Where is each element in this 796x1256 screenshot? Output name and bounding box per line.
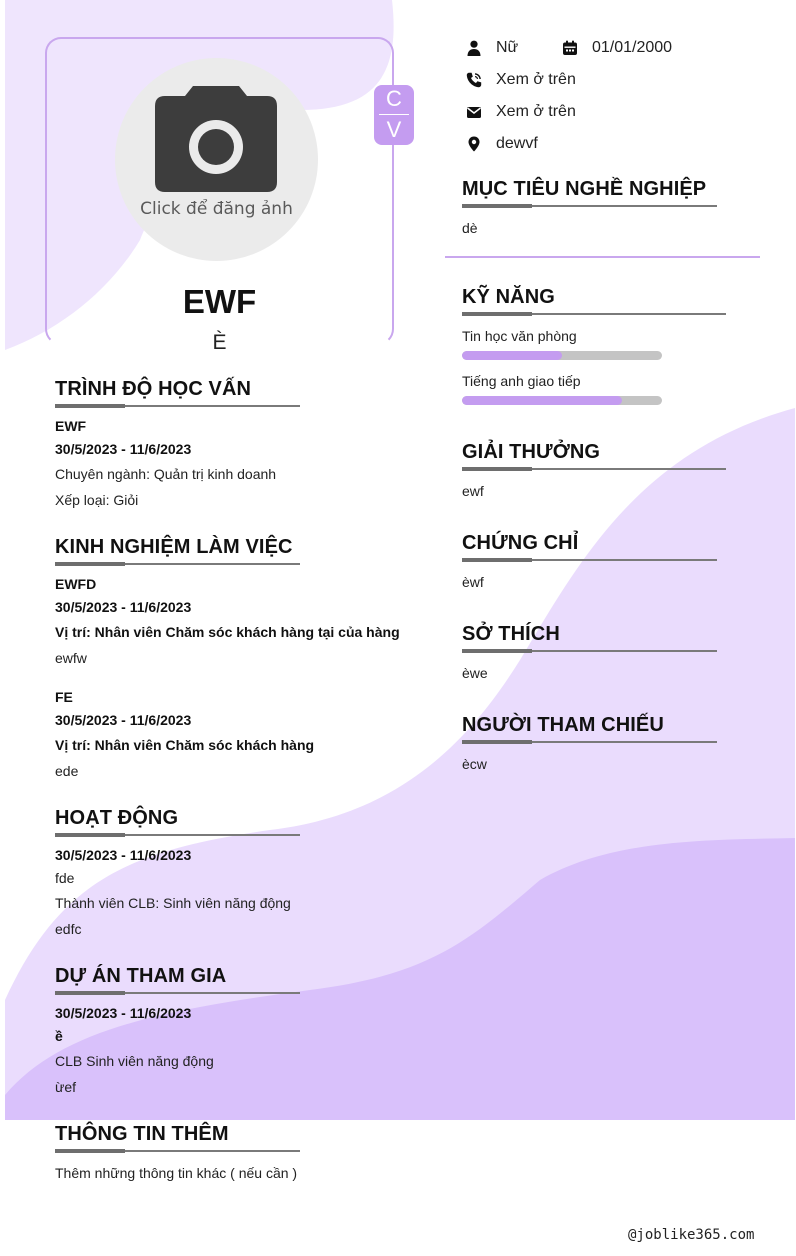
camera-icon: [155, 86, 277, 192]
section-rule: [55, 563, 300, 565]
section-objective: [462, 178, 717, 207]
experience-period[interactable]: 30/5/2023 - 11/6/2023: [55, 712, 192, 728]
job-title[interactable]: È: [212, 331, 227, 354]
project-description[interactable]: ừef: [55, 1079, 77, 1095]
section-projects: [55, 965, 300, 994]
email-value: Xem ở trên: [496, 103, 576, 120]
section-certificates: [462, 532, 717, 561]
section-title: CHỨNG CHỈ: [462, 532, 579, 554]
section-awards: [462, 441, 726, 470]
person-icon: [466, 40, 482, 56]
phone-row[interactable]: [466, 68, 576, 92]
project-organization[interactable]: CLB Sinh viên năng động: [55, 1053, 214, 1069]
address-row[interactable]: [466, 132, 538, 156]
section-activities: [55, 807, 300, 836]
section-title: GIẢI THƯỞNG: [462, 441, 601, 463]
activity-role[interactable]: Thành viên CLB: Sinh viên năng động: [55, 895, 291, 911]
section-hobbies: [462, 623, 717, 652]
gender-row[interactable]: [466, 36, 518, 60]
section-rule: [55, 405, 300, 407]
email-row[interactable]: [466, 100, 576, 124]
cv-badge-divider: [379, 114, 409, 115]
experience-period[interactable]: 30/5/2023 - 11/6/2023: [55, 599, 192, 615]
avatar-label: Click để đăng ảnh: [140, 199, 293, 219]
section-education: [55, 378, 300, 407]
education-grade[interactable]: Xếp loại: Giỏi: [55, 492, 139, 508]
section-references: [462, 714, 717, 743]
section-title: KINH NGHIỆM LÀM VIỆC: [55, 536, 293, 558]
section-extra-info: [55, 1123, 300, 1152]
activity-name[interactable]: fde: [55, 870, 75, 886]
section-title: KỸ NĂNG: [462, 286, 555, 308]
avatar-upload[interactable]: [115, 58, 318, 261]
section-rule: [55, 992, 300, 994]
activity-description[interactable]: edfc: [55, 921, 82, 937]
hobbies-text[interactable]: èwe: [462, 665, 488, 681]
section-title: SỞ THÍCH: [462, 623, 560, 645]
section-rule: [462, 313, 726, 315]
birthday-row[interactable]: [562, 36, 672, 60]
experience-position[interactable]: Vị trí: Nhân viên Chăm sóc khách hàng tại của hàng: [55, 624, 400, 640]
section-title: NGƯỜI THAM CHIẾU: [462, 714, 664, 736]
section-rule: [462, 205, 717, 207]
skill-bar-fill: [462, 396, 622, 405]
school-name[interactable]: EWF: [55, 418, 87, 434]
extra-info-text[interactable]: Thêm những thông tin khác ( nếu cần ): [55, 1165, 298, 1181]
section-title: DỰ ÁN THAM GIA: [55, 965, 227, 987]
project-period[interactable]: 30/5/2023 - 11/6/2023: [55, 1005, 192, 1021]
phone-value: Xem ở trên: [496, 71, 576, 88]
calendar-icon: [562, 40, 578, 56]
company-name[interactable]: EWFD: [55, 576, 97, 592]
cv-badge-top: C: [386, 86, 402, 111]
objective-text[interactable]: dè: [462, 220, 478, 236]
watermark: @joblike365.com: [628, 1227, 755, 1243]
skill-bar: [462, 351, 662, 360]
gender-value: Nữ: [496, 39, 519, 56]
cv-badge: [374, 85, 414, 145]
skill-name[interactable]: Tiếng anh giao tiếp: [462, 373, 581, 389]
section-rule: [462, 650, 717, 652]
section-title: MỤC TIÊU NGHỀ NGHIỆP: [462, 178, 707, 200]
references-text[interactable]: ècw: [462, 756, 487, 772]
education-major[interactable]: Chuyên ngành: Quản trị kinh doanh: [55, 466, 277, 482]
candidate-name[interactable]: EWF: [182, 283, 257, 320]
phone-icon: [466, 72, 482, 88]
cv-badge-bottom: V: [386, 117, 402, 142]
awards-text[interactable]: ewf: [462, 483, 484, 499]
section-rule: [462, 559, 717, 561]
address-value: dewvf: [496, 135, 538, 152]
section-rule: [55, 1150, 300, 1152]
section-experience: [55, 536, 300, 565]
skill-bar-fill: [462, 351, 562, 360]
section-rule: [55, 834, 300, 836]
certificates-text[interactable]: èwf: [462, 574, 484, 590]
location-pin-icon: [466, 136, 482, 152]
section-skills: [462, 286, 726, 315]
section-rule: [462, 741, 717, 743]
activity-period[interactable]: 30/5/2023 - 11/6/2023: [55, 847, 192, 863]
project-name[interactable]: ề: [55, 1028, 63, 1044]
birthday-value: 01/01/2000: [592, 39, 673, 56]
education-period[interactable]: 30/5/2023 - 11/6/2023: [55, 441, 192, 457]
experience-position[interactable]: Vị trí: Nhân viên Chăm sóc khách hàng: [55, 737, 315, 753]
company-name[interactable]: FE: [55, 689, 73, 705]
section-title: HOẠT ĐỘNG: [55, 807, 179, 829]
skill-name[interactable]: Tin học văn phòng: [462, 328, 577, 344]
objective-divider: [445, 256, 760, 258]
section-rule: [462, 468, 726, 470]
experience-description[interactable]: ede: [55, 763, 79, 779]
section-title: THÔNG TIN THÊM: [55, 1123, 229, 1145]
skill-bar: [462, 396, 662, 405]
experience-description[interactable]: ewfw: [55, 650, 87, 666]
section-title: TRÌNH ĐỘ HỌC VẤN: [55, 378, 252, 400]
envelope-icon: [466, 104, 482, 120]
